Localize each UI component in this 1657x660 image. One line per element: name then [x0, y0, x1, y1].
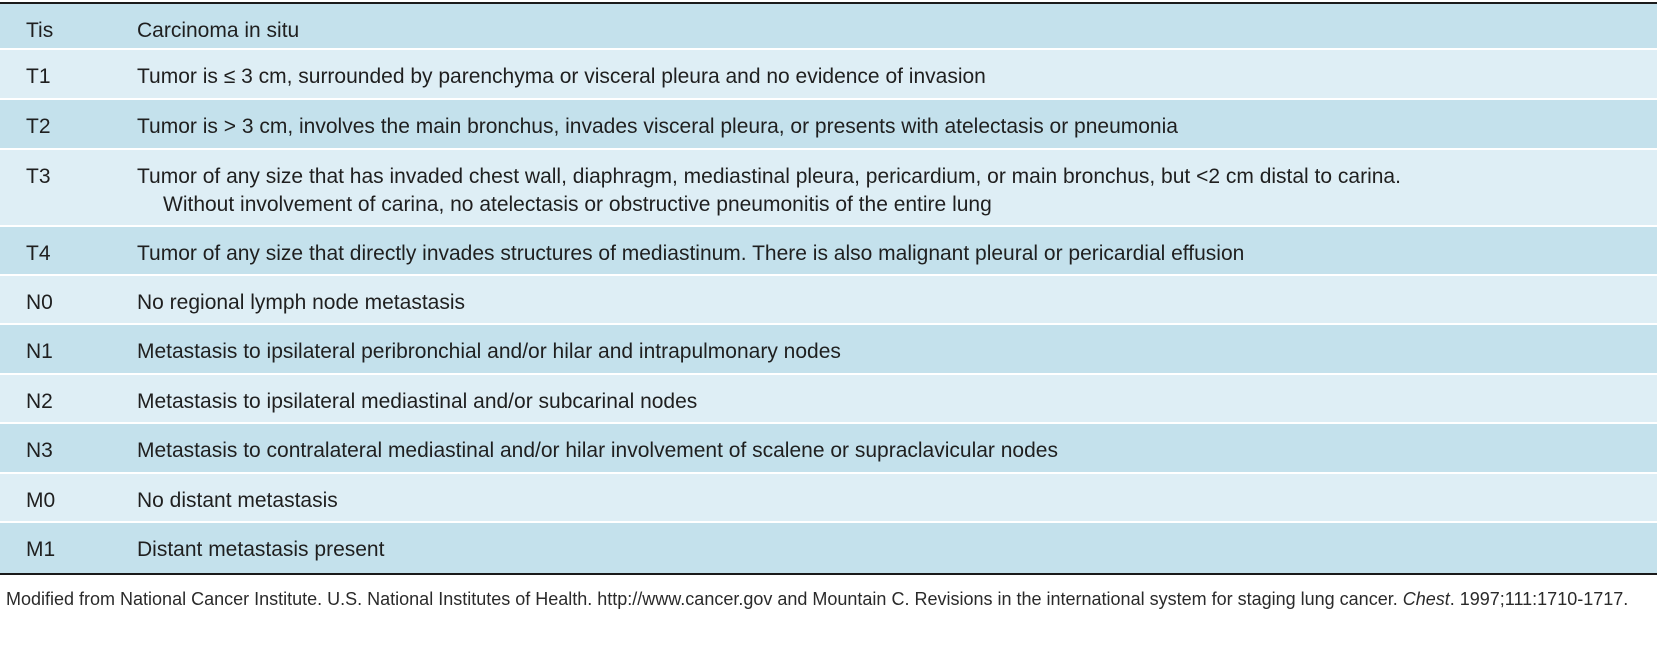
table-row [0, 276, 1657, 325]
stage-code: N3 [26, 439, 53, 462]
stage-code: N1 [26, 340, 53, 363]
stage-code: N2 [26, 390, 53, 413]
stage-code: T2 [26, 115, 51, 138]
table-row [0, 523, 1657, 573]
stage-code: N0 [26, 291, 53, 314]
stage-code: T3 [26, 165, 51, 188]
stage-description: Tumor of any size that has invaded chest wall, diaphragm, mediastinal pleura, pericardium, or main bronchus, but <2 cm distal to carina. [137, 165, 1401, 188]
table-row [0, 100, 1657, 150]
stage-code: Tis [26, 19, 54, 42]
table-row [0, 4, 1657, 50]
staging-table [0, 2, 1657, 575]
table-row [0, 227, 1657, 276]
table-row [0, 150, 1657, 227]
stage-description: Tumor is > 3 cm, involves the main bronchus, invades visceral pleura, or presents with atelectasis or pneumonia [137, 115, 1178, 138]
table-row [0, 375, 1657, 424]
table-row [0, 50, 1657, 100]
stage-description: Tumor is ≤ 3 cm, surrounded by parenchyma or visceral pleura and no evidence of invasion [137, 65, 986, 88]
stage-description-block [137, 163, 1657, 219]
stage-description: Distant metastasis present [137, 538, 385, 561]
footnote-journal: Chest [1402, 589, 1450, 609]
table-row [0, 325, 1657, 375]
table-row [0, 424, 1657, 474]
stage-description: Metastasis to contralateral mediastinal and/or hilar involvement of scalene or supraclavicular nodes [137, 439, 1058, 462]
stage-description: Tumor of any size that directly invades structures of mediastinum. There is also malignant pleural or pericardial effusion [137, 242, 1245, 265]
stage-description: Metastasis to ipsilateral mediastinal and/or subcarinal nodes [137, 390, 698, 413]
stage-code: M0 [26, 489, 56, 512]
stage-description: No distant metastasis [137, 489, 338, 512]
stage-code: M1 [26, 538, 56, 561]
stage-description-continued: Without involvement of carina, no atelectasis or obstructive pneumonitis of the entire lung [163, 193, 992, 216]
stage-description: Carcinoma in situ [137, 19, 300, 42]
stage-code: T1 [26, 65, 51, 88]
footnote-text: Modified from National Cancer Institute. U.S. National Institutes of Health. http://www.cancer.gov and Mountain C. Revisions in the international system for staging lung cancer. [6, 589, 1398, 609]
stage-description: Metastasis to ipsilateral peribronchial and/or hilar and intrapulmonary nodes [137, 340, 841, 363]
stage-description: No regional lymph node metastasis [137, 291, 466, 314]
footnote-citation: . 1997;111:1710-1717. [1449, 589, 1629, 609]
stage-code: T4 [26, 242, 51, 265]
table-footnote [6, 586, 1651, 613]
table-row [0, 474, 1657, 523]
